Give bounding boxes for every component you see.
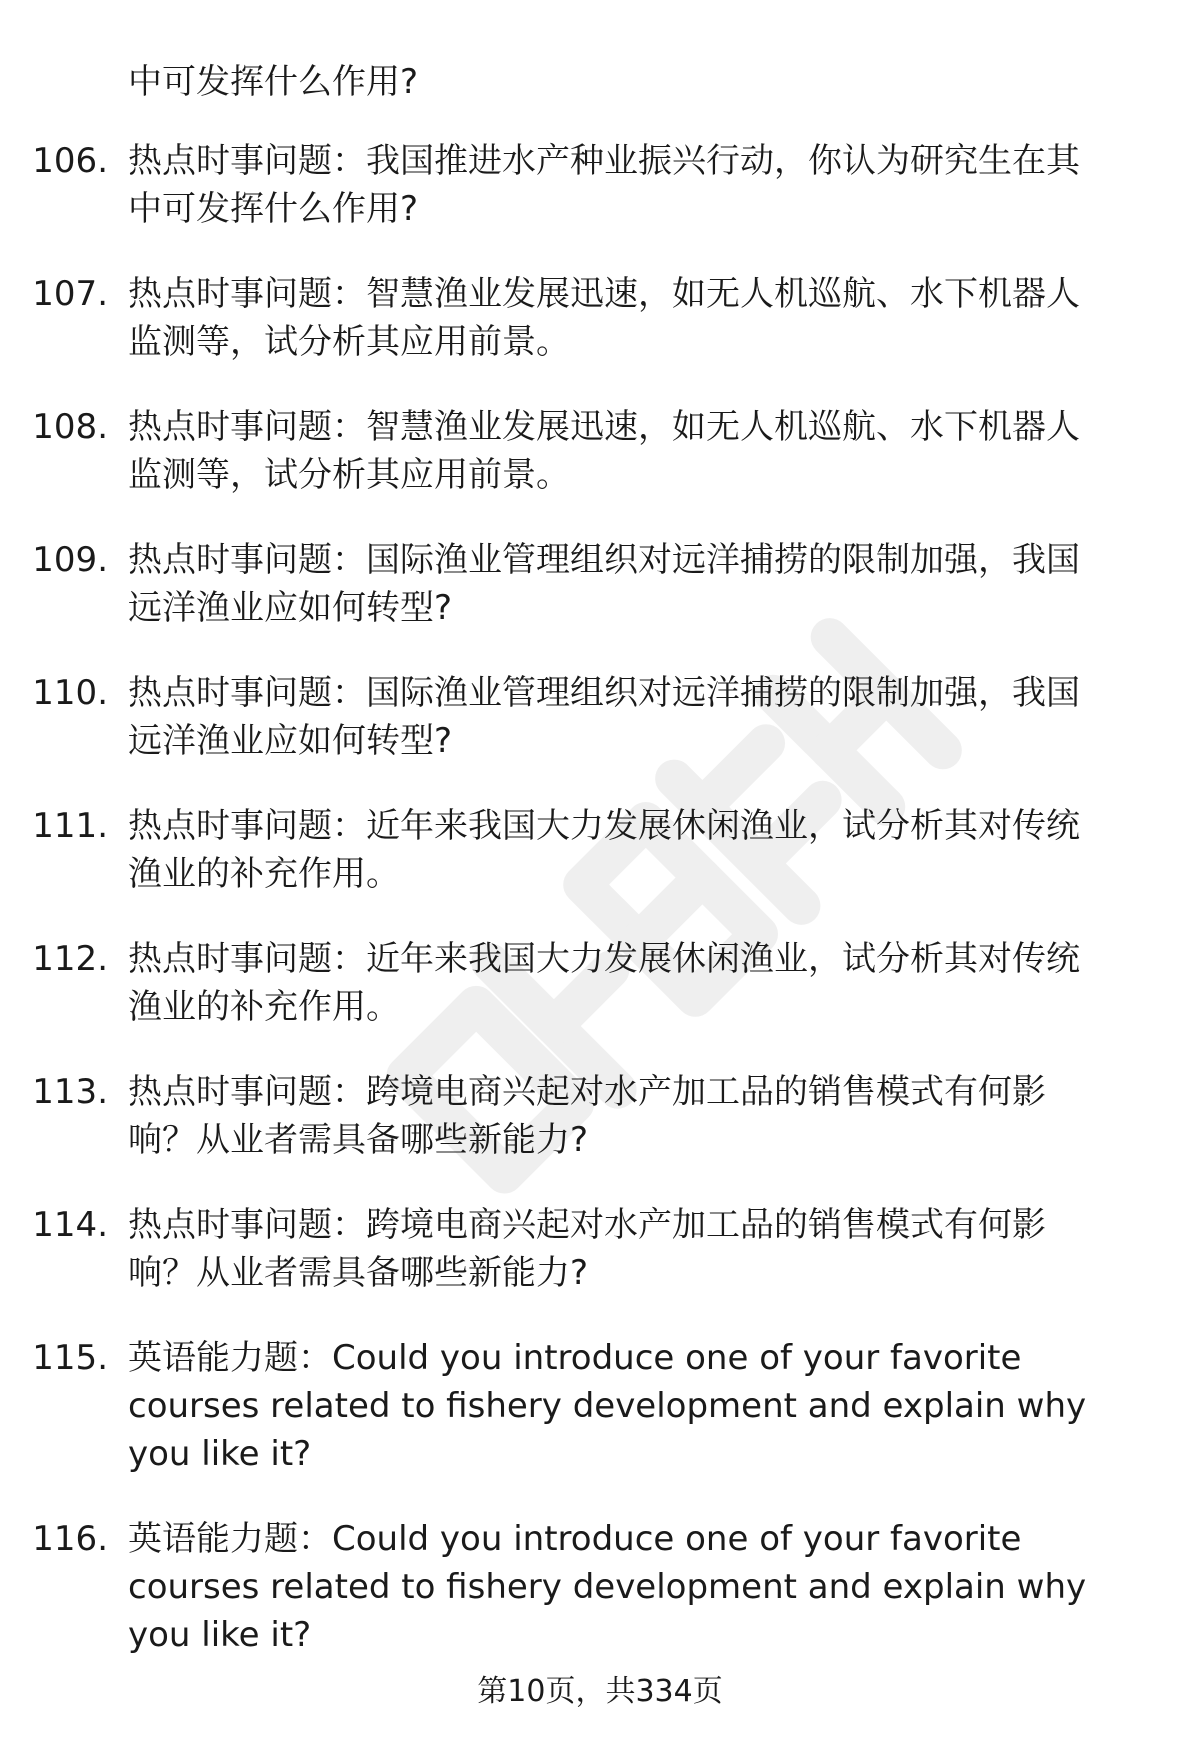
question-text [128, 270, 1138, 366]
question-text [128, 1334, 1138, 1478]
question-item [0, 1334, 1200, 1478]
question-line: 渔业的补充作用。 [128, 854, 400, 894]
question-line: 远洋渔业应如何转型? [128, 588, 453, 628]
question-text [128, 1515, 1138, 1659]
question-line: courses related to fishery development and explain why [128, 1386, 1087, 1426]
question-text [128, 1068, 1138, 1164]
question-line: 中可发挥什么作用? [128, 189, 419, 229]
question-list [0, 137, 1200, 1696]
question-line: you like it? [128, 1434, 312, 1474]
question-line: 监测等，试分析其应用前景。 [128, 455, 570, 495]
continuation-line: 中可发挥什么作用? [128, 62, 419, 102]
question-number: 113. [32, 1072, 108, 1112]
question-number: 109. [32, 540, 108, 580]
question-line: 热点时事问题：智慧渔业发展迅速，如无人机巡航、水下机器人 [128, 407, 1080, 447]
question-line: 响？从业者需具备哪些新能力? [128, 1253, 589, 1293]
question-text [128, 1201, 1138, 1297]
question-item [0, 1068, 1200, 1164]
question-line: 英语能力题：Could you introduce one of your favorite [128, 1338, 1022, 1378]
page-footer: 第10页，共334页 [477, 1674, 723, 1709]
question-item [0, 1515, 1200, 1659]
question-number: 114. [32, 1205, 108, 1245]
question-line: 热点时事问题：国际渔业管理组织对远洋捕捞的限制加强，我国 [128, 540, 1080, 580]
question-item [0, 137, 1200, 233]
question-item [0, 669, 1200, 765]
question-number: 116. [32, 1519, 108, 1559]
question-number: 111. [32, 806, 108, 846]
question-line: 渔业的补充作用。 [128, 987, 400, 1027]
question-line: 英语能力题：Could you introduce one of your favorite [128, 1519, 1022, 1559]
question-text [128, 403, 1138, 499]
question-text [128, 935, 1138, 1031]
question-line: 响？从业者需具备哪些新能力? [128, 1120, 589, 1160]
question-number: 106. [32, 141, 108, 181]
question-number: 108. [32, 407, 108, 447]
question-number: 107. [32, 274, 108, 314]
question-item [0, 270, 1200, 366]
question-line: 热点时事问题：智慧渔业发展迅速，如无人机巡航、水下机器人 [128, 274, 1080, 314]
question-number: 115. [32, 1338, 108, 1378]
question-line: you like it? [128, 1615, 312, 1655]
question-line: courses related to fishery development and explain why [128, 1567, 1087, 1607]
question-line: 热点时事问题：跨境电商兴起对水产加工品的销售模式有何影 [128, 1205, 1046, 1245]
question-line: 热点时事问题：国际渔业管理组织对远洋捕捞的限制加强，我国 [128, 673, 1080, 713]
question-line: 热点时事问题：跨境电商兴起对水产加工品的销售模式有何影 [128, 1072, 1046, 1112]
question-line: 热点时事问题：我国推进水产种业振兴行动，你认为研究生在其 [128, 141, 1080, 181]
question-line: 热点时事问题：近年来我国大力发展休闲渔业，试分析其对传统 [128, 939, 1080, 979]
question-item [0, 536, 1200, 632]
question-number: 112. [32, 939, 108, 979]
question-item [0, 935, 1200, 1031]
question-text [128, 137, 1138, 233]
question-text [128, 802, 1138, 898]
question-line: 远洋渔业应如何转型? [128, 721, 453, 761]
question-text [128, 536, 1138, 632]
question-line: 热点时事问题：近年来我国大力发展休闲渔业，试分析其对传统 [128, 806, 1080, 846]
question-item [0, 403, 1200, 499]
question-item [0, 802, 1200, 898]
question-number: 110. [32, 673, 108, 713]
question-item [0, 1201, 1200, 1297]
question-text [128, 669, 1138, 765]
question-line: 监测等，试分析其应用前景。 [128, 322, 570, 362]
